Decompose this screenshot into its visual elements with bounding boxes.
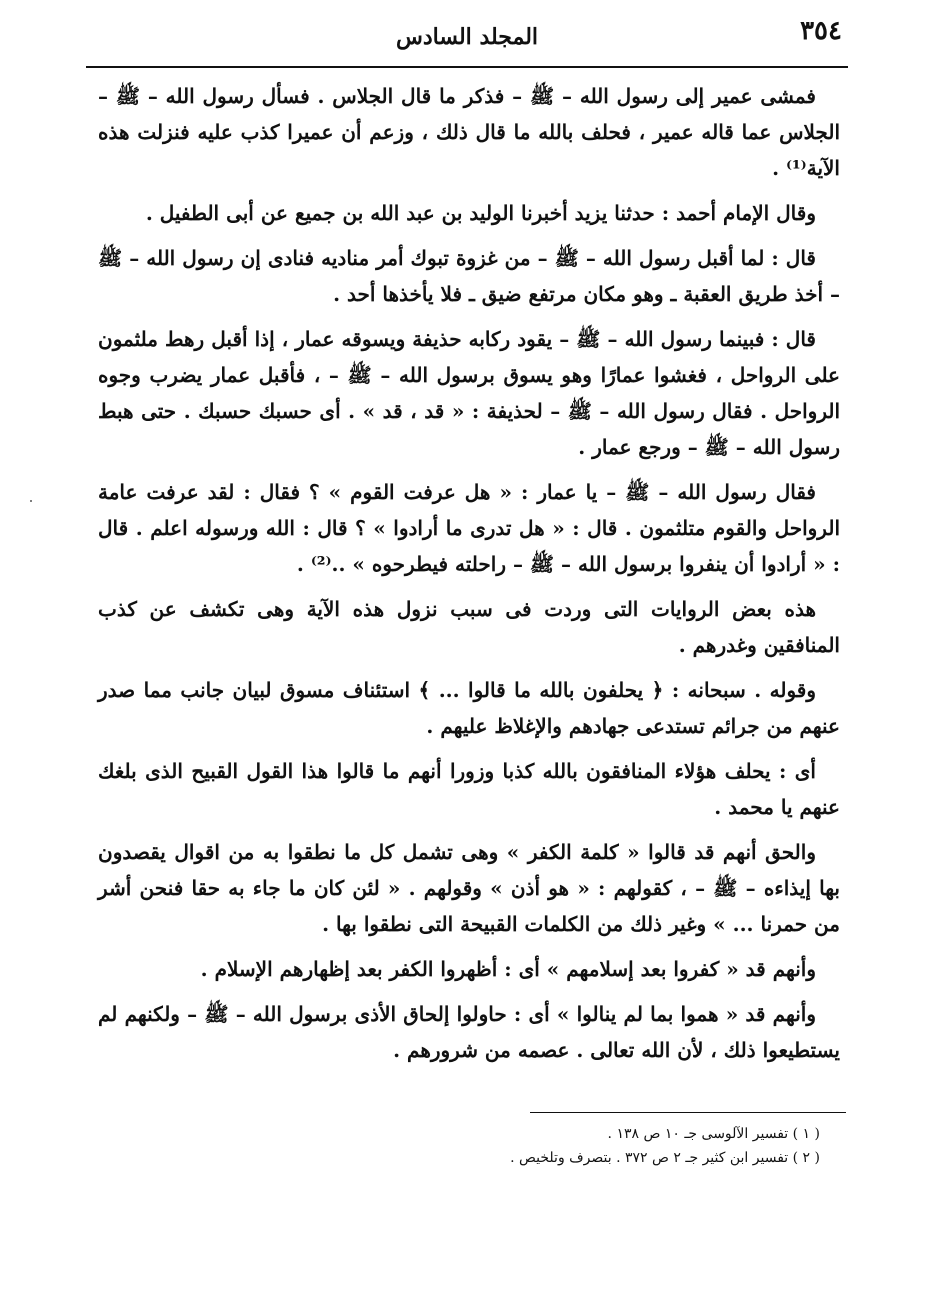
scan-speck	[30, 500, 32, 502]
paragraph-2: وقال الإمام أحمد : حدثنا يزيد أخبرنا الوليد بن عبد الله بن جميع عن أبى الطفيل .	[145, 201, 816, 225]
paragraph-9: والحق أنهم قد قالوا « كلمة الكفر » وهى تشمل كل ما نطقوا به من اقوال يقصدون بها إيذاءه – ﷺ – ، كقولهم : « هو أذن » وقولهم . « لئن كان ما جاء به حقا فنحن أشر من حمرنا ... » وغير ذلك من الكلمات القبيحة التى نطقوا بها .	[98, 840, 840, 936]
header-rule	[86, 66, 848, 68]
paragraph-1: فمشى عمير إلى رسول الله – ﷺ – فذكر ما قال الجلاس . فسأل رسول الله – ﷺ – الجلاس عما قاله عمير ، فحلف بالله ما قال ذلك ، وزعم أن عميرا كذب عليه فنزلت هذه الآية⁽¹⁾ .	[98, 84, 840, 180]
paragraph-10: وأنهم قد « كفروا بعد إسلامهم » أى : أظهروا الكفر بعد إظهارهم الإسلام .	[200, 957, 816, 981]
paragraph-3: قال : لما أقبل رسول الله – ﷺ – من غزوة تبوك أمر مناديه فنادى إن رسول الله – ﷺ – أخذ طريق العقبة ـ وهو مكان مرتفع ضيق ـ فلا يأخذها أحد .	[98, 246, 840, 306]
paragraph-7: وقوله . سبحانه : ﴿ يحلفون بالله ما قالوا ... ﴾ استئناف مسوق لبيان جانب مما صدر عنهم من جرائم تستدعى جهادهم والإغلاظ عليهم .	[98, 678, 840, 738]
paragraph-5: فقال رسول الله – ﷺ – يا عمار : « هل عرفت القوم » ؟ فقال : لقد عرفت عامة الرواحل والقوم متلثمون . قال : « هل تدرى ما أرادوا » ؟ قال : الله ورسوله اعلم . قال : « أرادوا أن ينفروا برسول الله – ﷺ – راحلته فيطرحوه » ..⁽²⁾ .	[98, 480, 840, 576]
footnote-rule	[530, 1112, 846, 1113]
page-number: ٣٥٤	[800, 16, 842, 46]
running-title: المجلد السادس	[395, 24, 539, 50]
paragraph-6: هذه بعض الروايات التى وردت فى سبب نزول هذه الآية وهى تكشف عن كذب المنافقين وغدرهم .	[98, 597, 840, 657]
main-text	[98, 78, 840, 1077]
footnotes	[300, 1122, 820, 1170]
footnote-2: ( ٢ ) تفسير ابن كثير جـ ٢ ص ٣٧٢ . بتصرف وتلخيص .	[510, 1150, 820, 1166]
paragraph-11: وأنهم قد « هموا بما لم ينالوا » أى : حاولوا إلحاق الأذى برسول الله – ﷺ – ولكنهم لم يستطيعوا ذلك ، لأن الله تعالى . عصمه من شرورهم .	[98, 1002, 840, 1062]
paragraph-4: قال : فبينما رسول الله – ﷺ – يقود ركابه حذيفة ويسوقه عمار ، إذا أقبل رهط ملثمون على الرواحل ، فغشوا عمارًا وهو يسوق برسول الله – ﷺ – ، فأقبل عمار يضرب وجوه الرواحل . فقال رسول الله – ﷺ – لحذيفة : « قد ، قد » . أى حسبك حسبك . حتى هبط رسول الله – ﷺ – ورجع عمار .	[98, 327, 840, 459]
paragraph-8: أى : يحلف هؤلاء المنافقون بالله كذبا وزورا أنهم ما قالوا هذا القول القبيح الذى بلغك عنهم يا محمد .	[98, 759, 840, 819]
page-header	[86, 14, 848, 64]
footnote-1: ( ١ ) تفسير الآلوسى جـ ١٠ ص ١٣٨ .	[607, 1126, 820, 1142]
